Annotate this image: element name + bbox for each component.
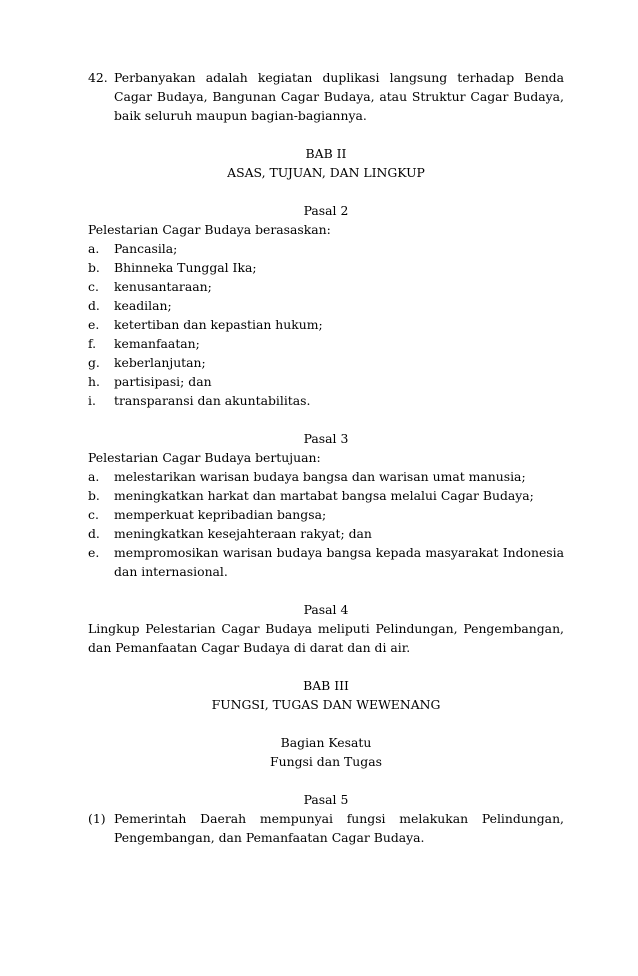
list-text: meningkatkan kesejahteraan rakyat; dan: [114, 526, 372, 541]
list-label: e.: [88, 545, 100, 560]
list-label: a.: [88, 469, 100, 484]
list-text: mempromosikan warisan budaya bangsa kepada masyarakat Indonesia dan internasional.: [114, 545, 564, 579]
article-title: Pasal 2: [303, 203, 349, 218]
paragraph-text: Pemerintah Daerah mempunyai fungsi melakukan Pelindungan, Pengembangan, dan Pemanfaatan Cagar Budaya.: [114, 811, 564, 845]
list-item: [88, 258, 564, 277]
list-text: meningkatkan harkat dan martabat bangsa melalui Cagar Budaya;: [114, 488, 534, 503]
definition-item-42: [88, 68, 564, 125]
paragraph-item: [88, 809, 564, 847]
article-intro: Pelestarian Cagar Budaya bertujuan:: [88, 450, 321, 465]
article-text: Lingkup Pelestarian Cagar Budaya meliputi Pelindungan, Pengembangan, dan Pemanfaatan Cagar Budaya di darat dan di air.: [88, 621, 564, 655]
list-item: [88, 524, 564, 543]
section-subtitle: Fungsi dan Tugas: [270, 754, 382, 769]
list-item: [88, 334, 564, 353]
list-label: c.: [88, 507, 99, 522]
item-text: Perbanyakan adalah kegiatan duplikasi langsung terhadap Benda Cagar Budaya, Bangunan Cagar Budaya, atau Struktur Cagar Budaya, baik seluruh maupun bagian-bagiannya.: [114, 70, 564, 123]
list-text: keberlanjutan;: [114, 355, 206, 370]
list-label: a.: [88, 241, 100, 256]
list-label: b.: [88, 260, 100, 275]
list-text: Pancasila;: [114, 241, 178, 256]
list-label: b.: [88, 488, 100, 503]
list-item: [88, 372, 564, 391]
list-text: kemanfaatan;: [114, 336, 200, 351]
section-title: Bagian Kesatu: [280, 735, 372, 750]
list-text: Bhinneka Tunggal Ika;: [114, 260, 257, 275]
list-text: kenusantaraan;: [114, 279, 212, 294]
chapter-title: BAB III: [303, 678, 349, 693]
list-item: [88, 505, 564, 524]
list-item: [88, 353, 564, 372]
list-label: h.: [88, 374, 100, 389]
list-item: [88, 486, 564, 505]
article-intro: Pelestarian Cagar Budaya berasaskan:: [88, 222, 331, 237]
list-item: [88, 467, 564, 486]
list-item: [88, 277, 564, 296]
list-item: [88, 315, 564, 334]
article-title: Pasal 4: [303, 602, 349, 617]
article-title: Pasal 5: [303, 792, 349, 807]
chapter-subtitle: FUNGSI, TUGAS DAN WEWENANG: [211, 697, 441, 712]
list-label: f.: [88, 336, 97, 351]
list-text: melestarikan warisan budaya bangsa dan warisan umat manusia;: [114, 469, 526, 484]
list-text: keadilan;: [114, 298, 172, 313]
list-item: [88, 391, 564, 410]
list-label: g.: [88, 355, 100, 370]
list-label: i.: [88, 393, 96, 408]
list-text: ketertiban dan kepastian hukum;: [114, 317, 323, 332]
list-item: [88, 239, 564, 258]
chapter-subtitle: ASAS, TUJUAN, DAN LINGKUP: [227, 165, 425, 180]
list-label: d.: [88, 526, 100, 541]
list-label: d.: [88, 298, 100, 313]
list-label: c.: [88, 279, 99, 294]
list-text: transparansi dan akuntabilitas.: [114, 393, 311, 408]
article-title: Pasal 3: [303, 431, 349, 446]
list-label: e.: [88, 317, 100, 332]
list-item: [88, 543, 564, 581]
list-text: memperkuat kepribadian bangsa;: [114, 507, 327, 522]
list-text: partisipasi; dan: [114, 374, 212, 389]
chapter-title: BAB II: [305, 146, 347, 161]
item-number: 42.: [88, 70, 108, 85]
paragraph-number: (1): [88, 811, 106, 826]
list-item: [88, 296, 564, 315]
